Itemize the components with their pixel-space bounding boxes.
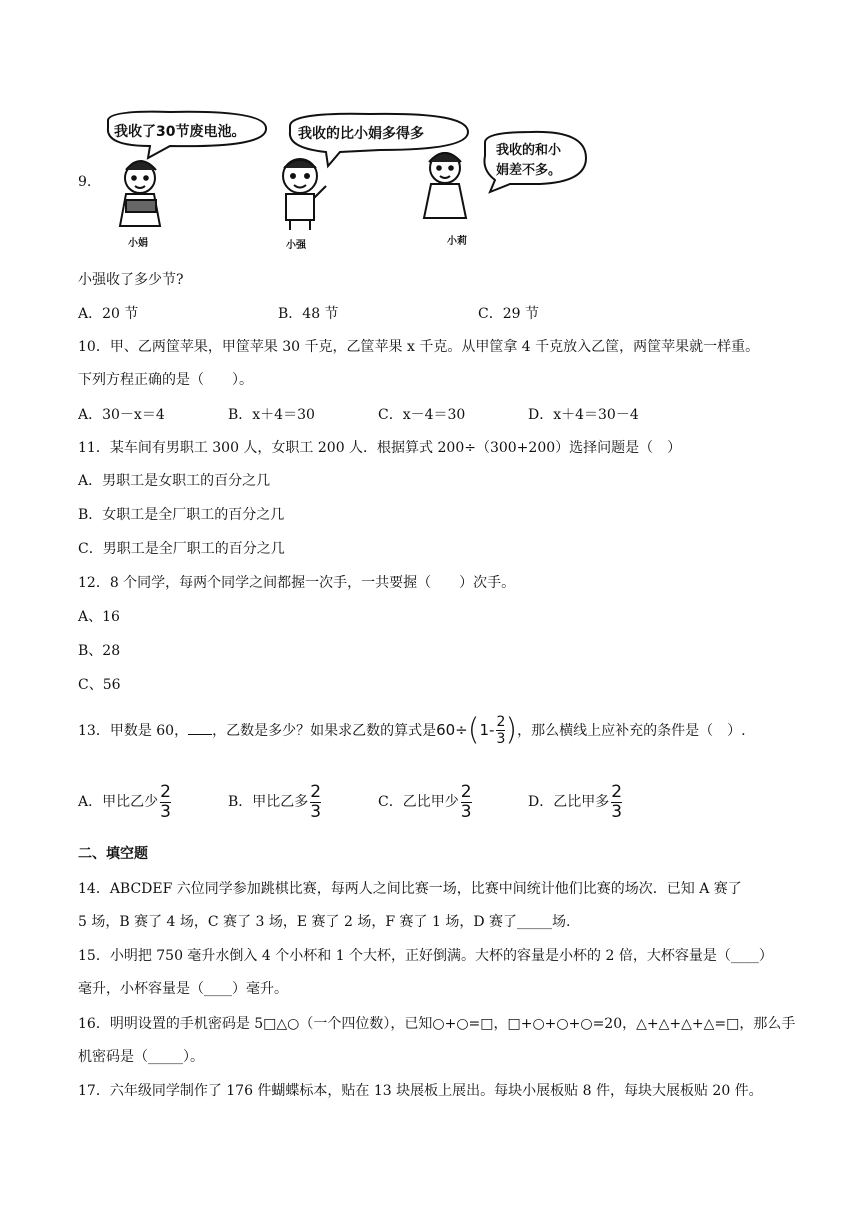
q9-option-b: B．48 节 (278, 306, 339, 322)
q14-line-1: 14．ABCDEF 六位同学参加跳棋比赛，每两人之间比赛一场，比赛中间统计他们比赛的场次．已知 A 赛了 (78, 881, 742, 897)
q10-option-b: B．x＋4＝30 (228, 407, 315, 423)
q9-option-a: A．20 节 (78, 306, 139, 322)
name-label-1: 小娟 (128, 238, 148, 249)
q12-line-1: 12．8 个同学，每两个同学之间都握一次手，一共要握（ ）次手。 (78, 575, 516, 591)
q13-formula-b: 1- (479, 721, 495, 739)
q11-line-1: 11．某车间有男职工 300 人，女职工 200 人．根据算式 200÷（300+200）选择问题是（ ） (78, 440, 682, 456)
q13-text-2: ，乙数是多少？如果求乙数的算式是 (212, 723, 437, 739)
bubble-text-3a: 我收的和小 (496, 143, 562, 158)
q11-option-a: A．男职工是女职工的百分之几 (78, 473, 271, 489)
q14-line-2: 5 场，B 赛了 4 场，C 赛了 3 场，E 赛了 2 场，F 赛了 1 场，D 赛了_____场. (78, 914, 571, 930)
section-title-fill-in: 二、填空题 (78, 846, 148, 862)
fraction-two-thirds: $\frac{2}{3}$ (310, 781, 322, 822)
q13-option-c: C．乙比甲少 $\frac{2}{3}$ (378, 781, 472, 822)
fraction-two-thirds: $\frac{2}{3}$ (611, 781, 623, 822)
q9-question: 小强收了多少节? (78, 272, 184, 288)
bubble-text-1: 我收了30节废电池。 (114, 124, 246, 140)
q13-formula-a: 60÷ (436, 721, 468, 739)
q9-option-c: C．29 节 (478, 306, 539, 322)
q13-formula: 60÷(1- $\frac{2}{3}$ ) (436, 712, 518, 748)
q12-option-c: C、56 (78, 677, 121, 693)
fraction-two-thirds: $\frac{2}{3}$ (460, 781, 472, 822)
name-label-2: 小强 (286, 240, 306, 251)
q13-option-b: B．甲比乙多 $\frac{2}{3}$ (228, 781, 322, 822)
q15-line-2: 毫升，小杯容量是（____）毫升。 (78, 981, 288, 997)
question-number-9: 9. (78, 174, 92, 190)
fraction-two-thirds: $\frac{2}{3}$ (160, 781, 171, 822)
q10-option-a: A．30－x＝4 (78, 407, 165, 423)
q13-option-a: A．甲比乙少 $\frac{2}{3}$ (78, 781, 171, 822)
q13-line (78, 712, 746, 748)
q11-option-b: B．女职工是全厂职工的百分之几 (78, 507, 285, 523)
comic-illustration (90, 108, 610, 258)
name-label-3: 小莉 (447, 236, 467, 247)
q16-line-1: 16．明明设置的手机密码是 5□△○（一个四位数），已知○+○=□，□+○+○+○=20，△+△+△+△=□，那么手 (78, 1016, 796, 1032)
bubble-text-2: 我收的比小娟多得多 (298, 126, 424, 142)
q13-text-3: ，那么横线上应补充的条件是（ ）. (517, 723, 746, 739)
q13-formula-fraction: $\frac{2}{3}$ (496, 714, 506, 747)
q11-option-c: C．男职工是全厂职工的百分之几 (78, 541, 285, 557)
q10-line-2: 下列方程正确的是（ ）。 (78, 372, 253, 388)
q15-line-1: 15．小明把 750 毫升水倒入 4 个小杯和 1 个大杯，正好倒满。大杯的容量是小杯的 2 倍，大杯容量是（____） (78, 948, 773, 964)
boy-xiaoqiang-figure (283, 159, 326, 230)
q12-option-b: B、28 (78, 643, 121, 659)
q13-text-1: 13．甲数是 60， (78, 723, 189, 739)
bubble-text-3b: 娟差不多。 (496, 163, 562, 178)
q10-option-c: C．x－4＝30 (378, 407, 466, 423)
q16-line-2: 机密码是（_____）。 (78, 1049, 204, 1065)
q13-option-d: D．乙比甲多 $\frac{2}{3}$ (528, 781, 623, 822)
girl-xiaojuan-figure (120, 161, 160, 226)
q10-option-d: D．x＋4＝30－4 (528, 407, 639, 423)
q10-line-1: 10．甲、乙两筐苹果，甲筐苹果 30 千克，乙筐苹果 x 千克。从甲筐拿 4 千克放入乙筐，两筐苹果就一样重。 (78, 339, 760, 355)
q12-option-a: A、16 (78, 609, 120, 625)
girl-xiaoli-figure (424, 153, 466, 218)
q13-blank (188, 718, 212, 735)
q17-line-1: 17．六年级同学制作了 176 件蝴蝶标本，贴在 13 块展板上展出。每块小展板贴 8 件，每块大展板贴 20 件。 (78, 1083, 763, 1099)
